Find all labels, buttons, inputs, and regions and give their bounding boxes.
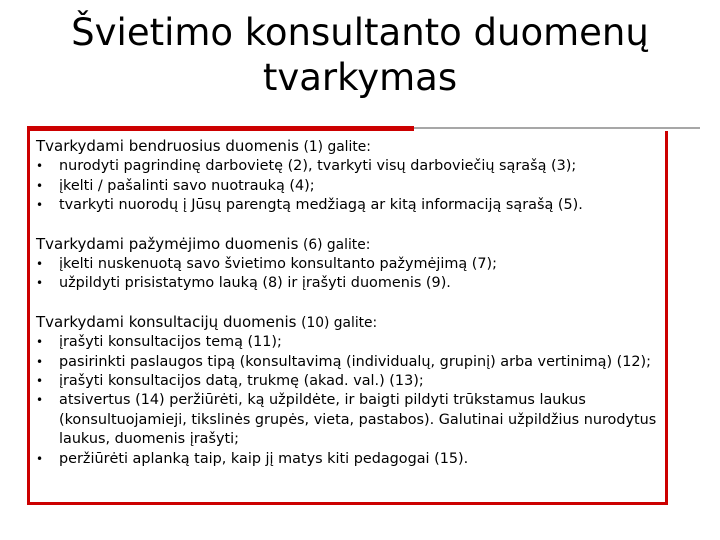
section-general-data	[36, 137, 662, 216]
bullet-list	[36, 333, 662, 469]
list-item: • įkelti / pašalinti savo nuotrauką (4);	[36, 177, 662, 196]
section-heading-lead: Tvarkydami bendruosius duomenis	[36, 137, 299, 155]
frame-left-border	[27, 126, 30, 505]
frame-right-border	[665, 131, 668, 505]
section-heading-tail: (6) galite:	[303, 236, 371, 253]
frame-bottom-border	[27, 502, 668, 505]
frame-top-red-bar	[27, 126, 414, 131]
content-box	[36, 137, 662, 469]
list-item: • įrašyti konsultacijos temą (11);	[36, 333, 662, 352]
list-item: • užpildyti prisistatymo lauką (8) ir įrašyti duomenis (9).	[36, 274, 662, 293]
slide-title-line-2: tvarkymas	[262, 56, 458, 99]
list-item: • įrašyti konsultacijos datą, trukmę (akad. val.) (13);	[36, 372, 662, 391]
section-heading	[36, 235, 662, 255]
frame-top-gray-line	[414, 127, 700, 129]
section-heading-tail: (1) galite:	[303, 139, 371, 155]
section-heading-lead: Tvarkydami pažymėjimo duomenis	[36, 234, 299, 253]
list-item: • nurodyti pagrindinę darbovietę (2), tvarkyti visų darboviečių sąrašą (3);	[36, 157, 662, 176]
section-heading	[36, 137, 662, 157]
list-item: • tvarkyti nuorodų į Jūsų parengtą medžiagą ar kitą informaciją sąrašą (5).	[36, 196, 662, 215]
section-heading-lead: Tvarkydami konsultacijų duomenis	[36, 312, 297, 331]
section-consultation-data	[36, 313, 662, 469]
bullet-list	[36, 157, 662, 215]
bullet-list	[36, 255, 662, 294]
list-item: • pasirinkti paslaugos tipą (konsultavimą (individualų, grupinį) arba vertinimą) (12);	[36, 353, 662, 372]
section-heading	[36, 313, 662, 333]
list-item: • peržiūrėti aplanką taip, kaip jį matys kiti pedagogai (15).	[36, 450, 662, 469]
slide-title	[0, 10, 720, 100]
list-item: • įkelti nuskenuotą savo švietimo konsultanto pažymėjimą (7);	[36, 255, 662, 274]
section-certificate-data	[36, 235, 662, 294]
section-heading-tail: (10) galite:	[301, 314, 378, 331]
list-item: • atsivertus (14) peržiūrėti, ką užpildėte, ir baigti pildyti trūkstamus laukus (konsultuojamieji, tikslinės grupės, vieta, pastabos). Galutinai užpildžius nurodytus laukus, duomenis įrašyti;	[36, 391, 662, 449]
slide-title-line-1: Švietimo konsultanto duomenų	[71, 11, 649, 54]
